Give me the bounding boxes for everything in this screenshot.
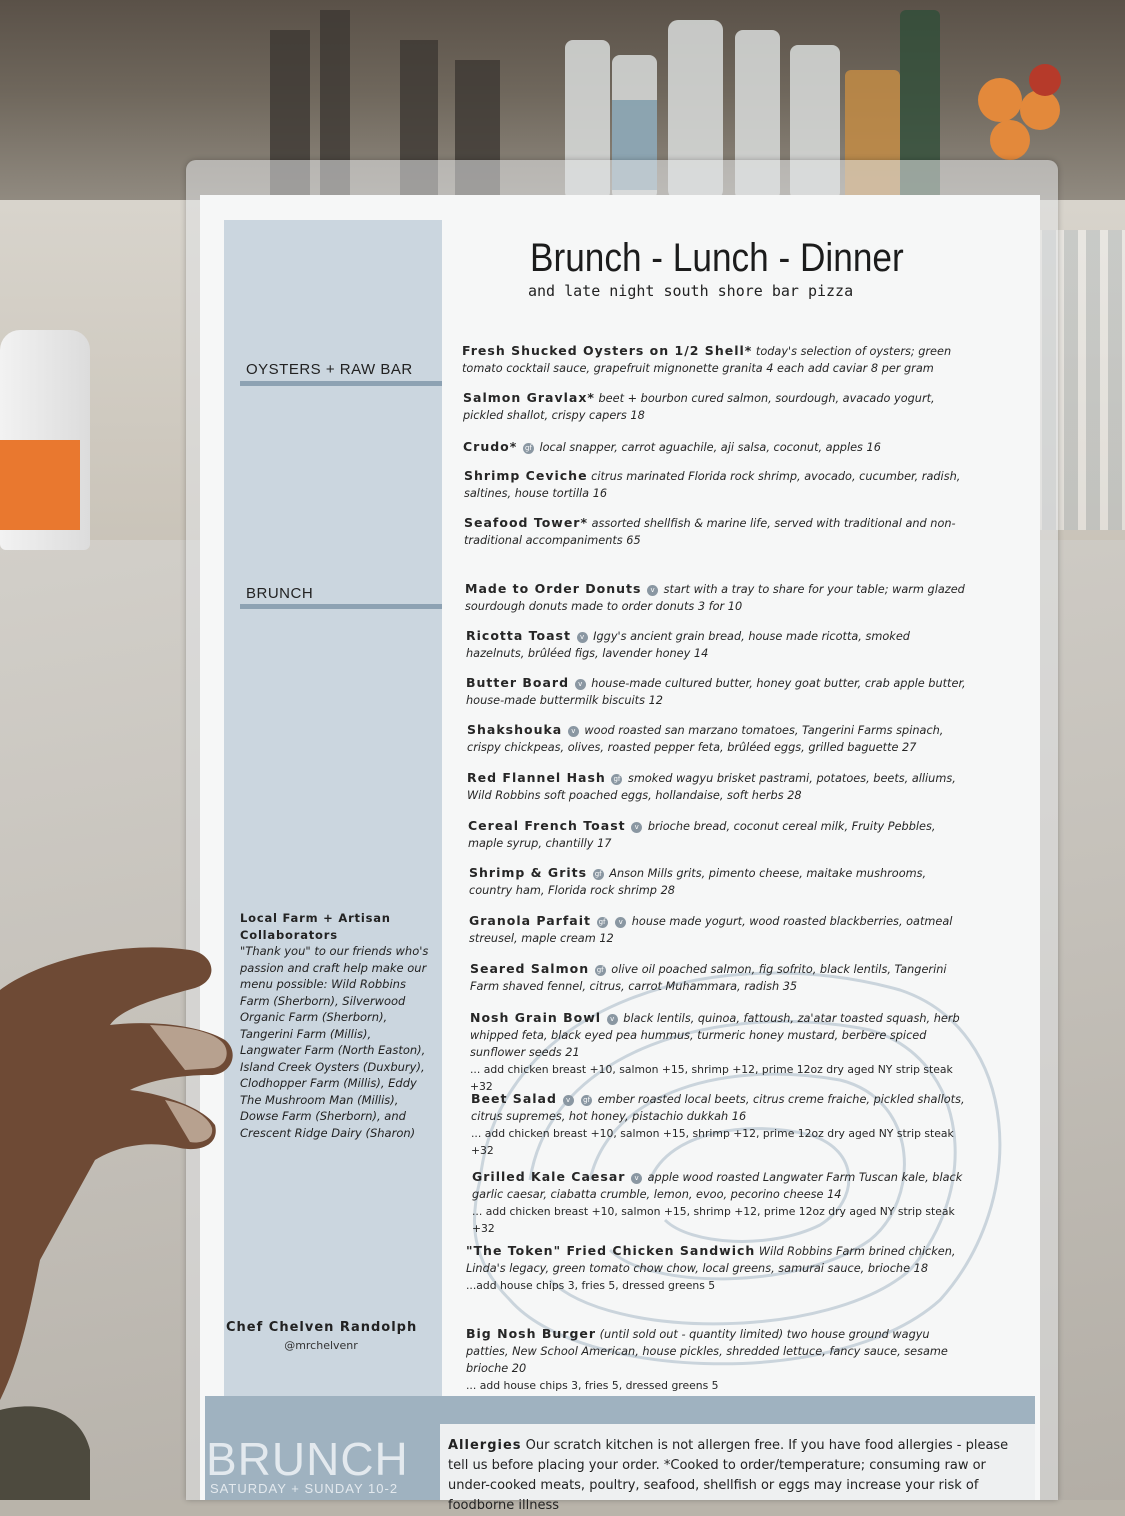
item-addon: ... add chicken breast +10, salmon +15, shrimp +12, prime 12oz dry aged NY strip steak +32 bbox=[472, 1205, 955, 1235]
section-brunch: BRUNCH bbox=[246, 585, 314, 602]
item-name: Shakshouka bbox=[467, 722, 563, 737]
item-name: Beet Salad bbox=[471, 1091, 557, 1106]
brunch-item bbox=[470, 1009, 970, 1095]
item-description: assorted shellfish & marine life, served with traditional and non-traditional accompaniments 65 bbox=[464, 517, 956, 547]
item-name: Seared Salmon bbox=[470, 961, 590, 976]
item-description: wood roasted san marzano tomatoes, Tangerini Farms spinach, crispy chickpeas, olives, roasted pepper feta, brûléed eggs, grilled baguette 27 bbox=[467, 724, 944, 754]
section-rule bbox=[240, 604, 442, 609]
brunch-item bbox=[469, 864, 969, 899]
vegetarian-icon: v bbox=[568, 726, 579, 737]
vegetarian-icon: v bbox=[615, 917, 626, 928]
item-description: (until sold out - quantity limited) two house ground wagyu patties, New School American, house pickles, shredded lettuce, fancy sauce, sesame brioche 20 bbox=[466, 1328, 948, 1375]
item-name: Big Nosh Burger bbox=[466, 1326, 597, 1341]
collaborators-body: "Thank you" to our friends who's passion and craft help make our menu possible: Wild Robbins Farm (Sherborn), Silverwood Organic Farm (Sherborn), Tangerini Farm (Millis), Langwater Farm (North Easton), Island Creek Oysters (Duxbury), Clodhopper Farm (Millis), Eddy The Mushroom Man (Millis), Dowse Farm (Sherborn), and Crescent Ridge Dairy (Sharon) bbox=[240, 944, 429, 1140]
collaborators-note bbox=[240, 910, 430, 1141]
raw_bar-item bbox=[462, 342, 962, 377]
gluten-free-icon: gf bbox=[581, 1095, 592, 1106]
gluten-free-icon: gf bbox=[523, 443, 534, 454]
vegetarian-icon: v bbox=[577, 632, 588, 643]
allergy-notice bbox=[448, 1436, 1030, 1516]
item-name: Cereal French Toast bbox=[468, 818, 626, 833]
item-name: Granola Parfait bbox=[469, 913, 591, 928]
brunch-item bbox=[472, 1168, 972, 1237]
chef-name: Chef Chelven Randolph bbox=[226, 1320, 418, 1335]
menu-subtitle: and late night south shore bar pizza bbox=[528, 282, 854, 300]
section-oysters-raw-bar: OYSTERS + RAW BAR bbox=[246, 361, 413, 378]
menu-title: Brunch - Lunch - Dinner bbox=[530, 236, 904, 280]
brunch-item bbox=[471, 1090, 971, 1159]
item-description: local snapper, carrot aguachile, aji salsa, coconut, apples 16 bbox=[539, 441, 881, 454]
item-name: Red Flannel Hash bbox=[467, 770, 606, 785]
item-description: house-made cultured butter, honey goat butter, crab apple butter, house-made buttermilk biscuits 12 bbox=[466, 677, 966, 707]
item-description: Wild Robbins Farm brined chicken, Linda's legacy, green tomato chow chow, local greens, samurai sauce, brioche 18 bbox=[466, 1245, 956, 1275]
item-name: "The Token" Fried Chicken Sandwich bbox=[466, 1243, 756, 1258]
item-addon: ...add house chips 3, fries 5, dressed greens 5 bbox=[466, 1279, 716, 1292]
bottle-label bbox=[0, 440, 80, 530]
brunch-item bbox=[470, 960, 970, 995]
item-name: Grilled Kale Caesar bbox=[472, 1169, 626, 1184]
item-description: apple wood roasted Langwater Farm Tuscan kale, black garlic caesar, ciabatta crumble, lemon, evoo, pecorino cheese 14 bbox=[472, 1171, 963, 1201]
vegetarian-icon: v bbox=[647, 585, 658, 596]
item-description: ember roasted local beets, citrus creme fraiche, pickled shallots, citrus supremes, hot honey, pistachio dukkah 16 bbox=[471, 1093, 965, 1123]
item-addon: ... add chicken breast +10, salmon +15, shrimp +12, prime 12oz dry aged NY strip steak +32 bbox=[471, 1127, 954, 1157]
item-name: Made to Order Donuts bbox=[465, 581, 642, 596]
collaborators-heading: Local Farm + Artisan Collaborators bbox=[240, 911, 391, 942]
item-addon: ... add chicken breast +10, salmon +15, shrimp +12, prime 12oz dry aged NY strip steak +32 bbox=[470, 1063, 953, 1093]
item-addon: ... add house chips 3, fries 5, dressed greens 5 bbox=[466, 1379, 719, 1392]
raw_bar-item bbox=[464, 467, 964, 502]
item-description: today's selection of oysters; green tomato cocktail sauce, grapefruit mignonette granita 4 each add caviar 8 per gram bbox=[462, 345, 952, 375]
gluten-free-icon: gf bbox=[593, 869, 604, 880]
item-name: Butter Board bbox=[466, 675, 570, 690]
footer-brunch-title: BRUNCH bbox=[206, 1433, 409, 1485]
brunch-item bbox=[466, 674, 966, 709]
footer-brunch-hours: SATURDAY + SUNDAY 10-2 bbox=[210, 1481, 399, 1496]
allergy-text: Our scratch kitchen is not allergen free. If you have food allergies - please tell us before placing your order. *Cooked to order/temperature; consuming raw or under-cooked meats, poultry, seafood, shellfish or eggs may increase your risk of foodborne illness bbox=[448, 1438, 1009, 1513]
vegetarian-icon: v bbox=[631, 822, 642, 833]
allergy-heading: Allergies bbox=[448, 1438, 522, 1453]
gluten-free-icon: gf bbox=[597, 917, 608, 928]
brunch-item bbox=[466, 1242, 966, 1294]
item-name: Shrimp Ceviche bbox=[464, 468, 588, 483]
item-description: citrus marinated Florida rock shrimp, avocado, cucumber, radish, saltines, house tortilla 16 bbox=[464, 470, 961, 500]
item-description: olive oil poached salmon, fig sofrito, black lentils, Tangerini Farm shaved fennel, citrus, carrot Muhammara, radish 35 bbox=[470, 963, 947, 993]
vegetarian-icon: v bbox=[631, 1173, 642, 1184]
item-description: smoked wagyu brisket pastrami, potatoes, beets, alliums, Wild Robbins soft poached eggs, hollandaise, soft herbs 28 bbox=[467, 772, 956, 802]
brunch-item bbox=[465, 580, 965, 615]
item-name: Fresh Shucked Oysters on 1/2 Shell* bbox=[462, 343, 753, 358]
item-name: Ricotta Toast bbox=[466, 628, 571, 643]
vegetarian-icon: v bbox=[575, 679, 586, 690]
item-name: Seafood Tower* bbox=[464, 515, 589, 530]
item-description: start with a tray to share for your table; warm glazed sourdough donuts made to order donuts 3 for 10 bbox=[465, 583, 965, 613]
chef-handle: @mrchelvenr bbox=[284, 1339, 358, 1352]
item-description: brioche bread, coconut cereal milk, Fruity Pebbles, maple syrup, chantilly 17 bbox=[468, 820, 936, 850]
raw_bar-item bbox=[463, 389, 963, 424]
gluten-free-icon: gf bbox=[595, 965, 606, 976]
brunch-item bbox=[468, 817, 968, 852]
item-name: Nosh Grain Bowl bbox=[470, 1010, 602, 1025]
hand bbox=[0, 930, 250, 1500]
item-name: Crudo* bbox=[463, 439, 518, 454]
raw_bar-item bbox=[464, 514, 964, 549]
vegetarian-icon: v bbox=[563, 1095, 574, 1106]
vegetarian-icon: v bbox=[607, 1014, 618, 1025]
brunch-item bbox=[467, 721, 967, 756]
section-rule bbox=[240, 381, 442, 386]
item-name: Salmon Gravlax* bbox=[463, 390, 595, 405]
brunch-item bbox=[469, 912, 969, 947]
item-description: house made yogurt, wood roasted blackberries, oatmeal streusel, maple cream 12 bbox=[469, 915, 953, 945]
item-description: Iggy's ancient grain bread, house made ricotta, smoked hazelnuts, brûléed figs, lavender honey 14 bbox=[466, 630, 910, 660]
brunch-item bbox=[466, 1325, 966, 1394]
brunch-item bbox=[466, 627, 966, 662]
menu-side-panel bbox=[224, 220, 442, 1400]
brunch-item bbox=[467, 769, 967, 804]
item-description: Anson Mills grits, pimento cheese, maitake mushrooms, country ham, Florida rock shrimp 28 bbox=[469, 867, 927, 897]
gluten-free-icon: gf bbox=[611, 774, 622, 785]
raw_bar-item bbox=[463, 438, 963, 456]
item-description: beet + bourbon cured salmon, sourdough, avacado yogurt, pickled shallot, crispy capers 18 bbox=[463, 392, 935, 422]
item-name: Shrimp & Grits bbox=[469, 865, 588, 880]
item-description: black lentils, quinoa, fattoush, za'atar toasted squash, herb whipped feta, black eyed pea hummus, turmeric honey mustard, berbere spiced sunflower seeds 21 bbox=[470, 1012, 960, 1059]
